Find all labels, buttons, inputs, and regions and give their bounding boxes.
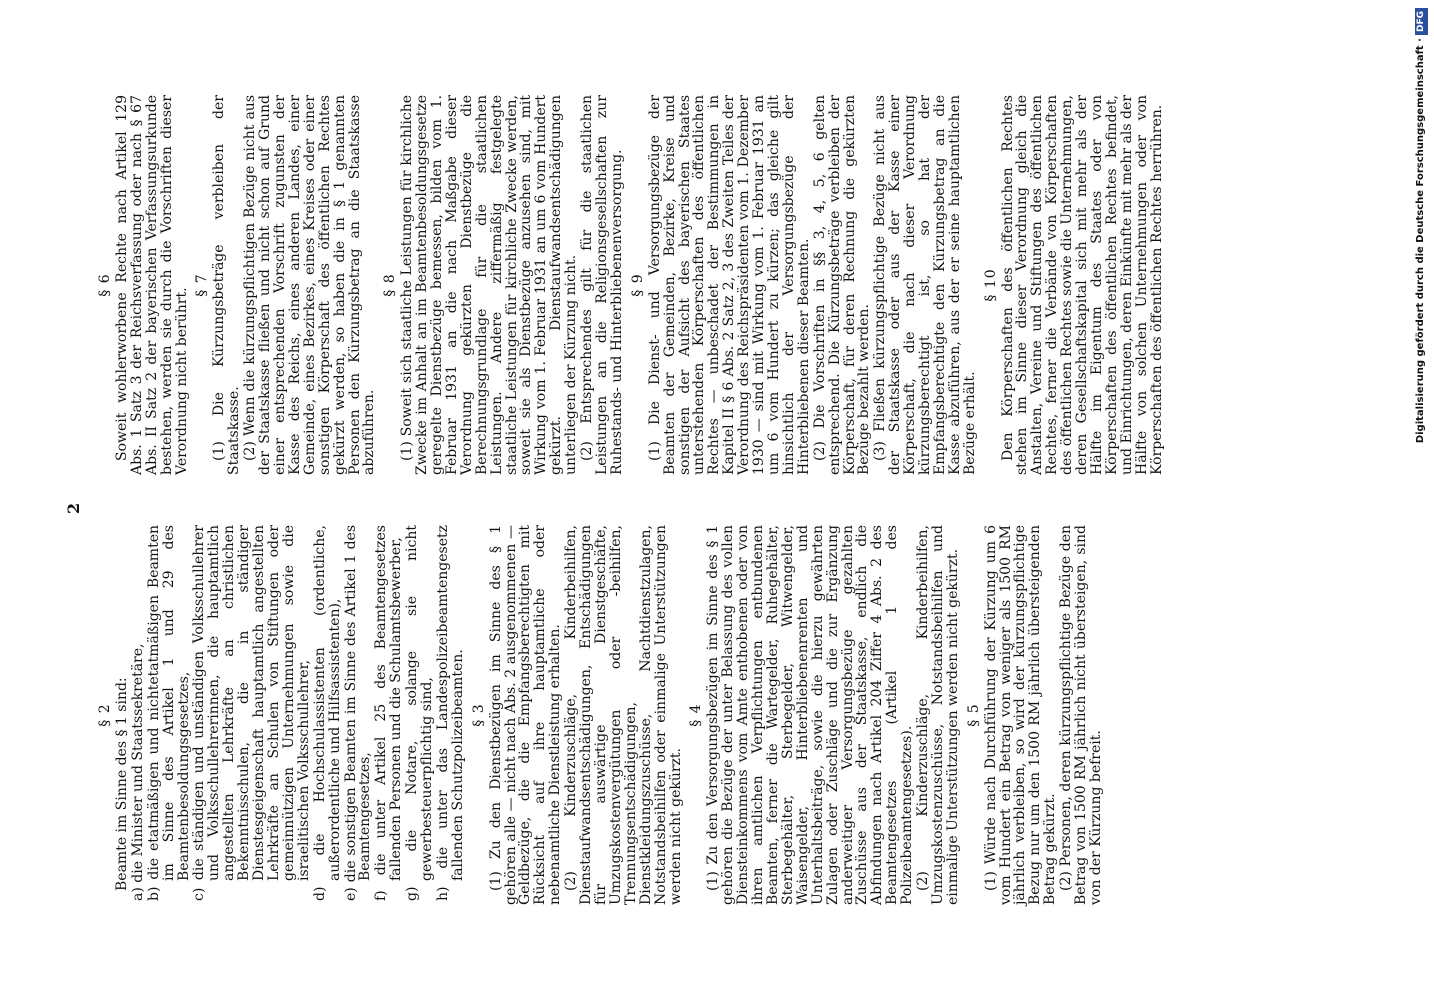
list-item <box>131 525 146 905</box>
item-marker: h) <box>434 886 451 901</box>
paragraph: (2) Kinderzuschläge, Kinderbeihilfen, Dienstaufwandsentschädigungen, Entschädigungen für auswärtige Dienstgeschäfte, Umzugskostenvergütungen oder -beihilfen, Trennungsentschädigungen, Dienstkleidungszuschüsse, Nachtdienstzulagen, Notstandsbeihilfen oder einmalige Unterstützungen werden nicht gekürzt. <box>563 525 684 905</box>
paragraph: (1) Die Kürzungsbeträge verbleiben der Staatskasse. <box>211 95 243 475</box>
list-item <box>436 525 466 905</box>
digitization-credit <box>1410 8 1432 992</box>
item-marker: d) <box>311 886 328 901</box>
item-marker: b) <box>145 886 162 901</box>
paragraph: Beamte im Sinne des § 1 sind: <box>113 677 130 891</box>
dfg-logo-badge: DFG <box>1415 8 1428 35</box>
section-heading: § 8 <box>382 273 399 297</box>
paragraph: (1) Zu den Versorgungsbezügen im Sinne des § 1 gehören die Bezüge der unter Belassung des vollen Diensteinkommens vom Amte enthobenen oder von ihren amtlichen Verpflichtungen entbundenen Beamten, ferner die Wartegelder, Ruhegehälter, Sterbegehälter, Sterbegelder, Witwengelder, Waisengelder, Hinterbliebenenrenten und Unterhaltsbeiträge, sowie die hierzu gewährten Zulagen oder Zuschläge und die zur Ergänzung anderweitiger Versorgungsbezüge gezahlten Zuschüsse aus der Staatskasse, endlich die Abfindungen nach Artikel 204 Ziffer 4 Abs. 2 des Beamtengesetzes (Artikel 1 des Polizeibeamtengesetzes). <box>705 525 916 905</box>
item-marker: e) <box>342 887 359 901</box>
right-column <box>92 95 1166 475</box>
item-text: die unter Artikel 25 des Beamtengesetzes fallenden Personen und die Schulamtsbewerber, <box>373 525 405 881</box>
list-item <box>313 525 343 905</box>
item-marker: f) <box>373 890 390 901</box>
credit-text: Digitalisierung gefördert durch die Deutsche Forschungsgemeinschaft · <box>1415 38 1426 444</box>
item-marker: a) <box>129 887 146 901</box>
section-heading: § 4 <box>688 703 705 727</box>
section-heading: § 9 <box>629 273 646 297</box>
paragraph: (1) Würde nach Durchführung der Kürzung um 6 vom Hundert ein Betrag von weniger als 1500 RM jährlich verbleiben, so wird der kürzungspflichtige Bezug nur um den 1500 RM jährlich übersteigenden Betrag gekürzt. <box>982 525 1059 905</box>
credit-text-wrapper <box>1410 8 1432 992</box>
paragraph: Den Körperschaften des öffentlichen Rechtes stehen im Sinne dieser Verordnung gleich die Anstalten, Vereine und Stiftungen des öffentlichen Rechtes, ferner die Verbände von Körperschaften des öffentlichen Rechtes sowie die Unternehmungen, deren Gesellschaftskapital sich mit mehr als der Hälfte im Eigentum des Staates oder von Körperschaften des öffentlichen Rechtes befindet, und Einrichtungen, deren Einkünfte mit mehr als der Hälfte von solchen Unternehmungen oder von Körperschaften des öffentlichen Rechtes herrühren. <box>999 95 1165 475</box>
page-number: 2 <box>64 502 83 514</box>
paragraph: (3) Fließen kürzungspflichtige Bezüge nicht aus der Staatskasse oder aus der Kasse einer Körperschaft, die nach dieser Verordnung kürzungsberechtigt ist, so hat der Empfangsberechtigte den Kürzungsbetrag an die Kasse abzuführen, aus der er seine hauptamtlichen Bezüge erhält. <box>872 95 978 475</box>
item-text: die unter das Landespolizeibeamtengesetz fallenden Schutzpolizeibeamten. <box>434 524 466 881</box>
paragraph: Soweit wohlerworbene Rechte nach Artikel 129 Abs. 1 Satz 3 der Reichsverfassung oder nach § 67 Abs. II Satz 2 der bayerischen Verfassungsurkunde bestehen, werden sie durch die Vorschriften dieser Verordnung nicht berührt. <box>113 95 190 475</box>
item-text: die etatmäßigen und nichtetatmäßigen Beamten im Sinne des Artikel 1 und 29 des Beamtenbesoldungsgesetzes, <box>145 524 192 881</box>
section-heading: § 10 <box>982 268 999 302</box>
list-item <box>192 525 311 905</box>
section-heading: § 2 <box>97 703 113 727</box>
paragraph: (1) Zu den Dienstbezügen im Sinne des § 1 gehören alle — nicht nach Abs. 2 ausgenommenen — Geldbezüge, die die Empfangsberechtigten mit Rücksicht auf ihre hauptamtliche oder nebenamtliche Dienstleistung erhalten. <box>487 525 564 905</box>
item-text: die Hochschulassistenten (ordentliche, außerordentliche und Hilfsassistenten), <box>311 525 343 881</box>
item-marker: g) <box>404 886 421 901</box>
paragraph: (2) Die Vorschriften in §§ 3, 4, 5, 6 gelten entsprechend. Die Kürzungsbeträge verbleiben der Körperschaft, für deren Rechnung die gekürzten Bezüge bezahlt werden. <box>811 95 873 475</box>
section-heading: § 7 <box>194 273 211 297</box>
item-marker: c) <box>191 887 208 901</box>
paragraph: (2) Kinderzuschläge, Kinderbeihilfen, Umzugskostenzuschüsse, Notstandsbeihilfen und einmalige Unterstützungen werden nicht gekürzt. <box>915 525 961 905</box>
paragraph: (1) Soweit sich staatliche Leistungen für kirchliche Zwecke im Anhalt an im Beamtenbesoldungsgesetze geregelte Dienstbezüge bemessen, bilden vom 1. Februar 1931 an die nach Maßgabe dieser Verordnung gekürzten Dienstbezüge die Berechnungsgrundlage für die staatlichen Leistungen. Andere ziffermäßig festgelegte staatliche Leistungen für kirchliche Zwecke werden, soweit sie als Dienstbezüge anzusehen sind, mit Wirkung vom 1. Februar 1931 an um 6 vom Hundert gekürzt. Dienstaufwandsentschädigungen unterliegen der Kürzung nicht. <box>399 95 580 475</box>
list-item <box>405 525 435 905</box>
list-item <box>147 525 192 905</box>
section-heading: § 5 <box>965 703 982 727</box>
paragraph: (2) Personen, deren kürzungspflichtige Bezüge den Betrag von 1500 RM jährlich nicht übersteigen, sind von der Kürzung befreit. <box>1058 525 1104 905</box>
item-text: die sonstigen Beamten im Sinne des Artikel 1 des Beamtengesetzes, <box>342 524 374 883</box>
paragraph: (1) Die Dienst- und Versorgungsbezüge der Beamten der Gemeinden, Bezirke, Kreise und sonstigen der Aufsicht des bayerischen Staates unterstehenden Körperschaften des öffentlichen Rechtes — unbeschadet der Bestimmungen in Kapitel II § 6 Abs. 2 Satz 2, 3 des Zweiten Teiles der Verordnung des Reichspräsidenten vom 1. Dezember 1930 — sind mit Wirkung vom 1. Februar 1931 an um 6 vom Hundert zu kürzen; das gleiche gilt hinsichtlich der Versorgungsbezüge der Hinterbliebenen dieser Beamten. <box>646 95 812 475</box>
section-heading: § 6 <box>97 273 113 297</box>
paragraph: (2) Entsprechendes gilt für die staatlichen Leistungen an die Religionsgesellschaften zur Ruhestands- und Hinterbliebenenversorgung. <box>579 95 625 475</box>
list-item <box>374 525 404 905</box>
item-text: die Notare, solange sie nicht gewerbesteuerpflichtig sind, <box>404 525 436 881</box>
section-heading: § 3 <box>470 703 487 727</box>
item-text: die ständigen und unständigen Volksschullehrer und Volksschullehrerinnen, die hauptamtlich angestellten Lehrkräfte an christlichen Bekenntnisschulen, die in ständiger Dienstesgeigenschaft hauptamtlich angestellten Lehrkräfte an Schulen von Stiftungen oder gemeinnützigen Unternehmungen sowie die israelitischen Volksschullehrer, <box>191 525 312 881</box>
paragraph: (2) Wenn die kürzungspflichtigen Bezüge nicht aus der Staatskasse fließen und nicht schon auf Grund einer entsprechenden Vorschrift zugunsten der Kasse des Reichs, eines anderen Landes, einer Gemeinde, eines Bezirkes, eines Kreises oder einer sonstigen Körperschaft des öffentlichen Rechtes gekürzt werden, so haben die in § 1 genannten Personen den Kürzungsbetrag an die Staatskasse abzuführen. <box>242 95 378 475</box>
list-item <box>344 525 374 905</box>
item-text: die Minister und Staatssekretäre, <box>129 643 146 883</box>
left-column <box>92 525 1105 905</box>
